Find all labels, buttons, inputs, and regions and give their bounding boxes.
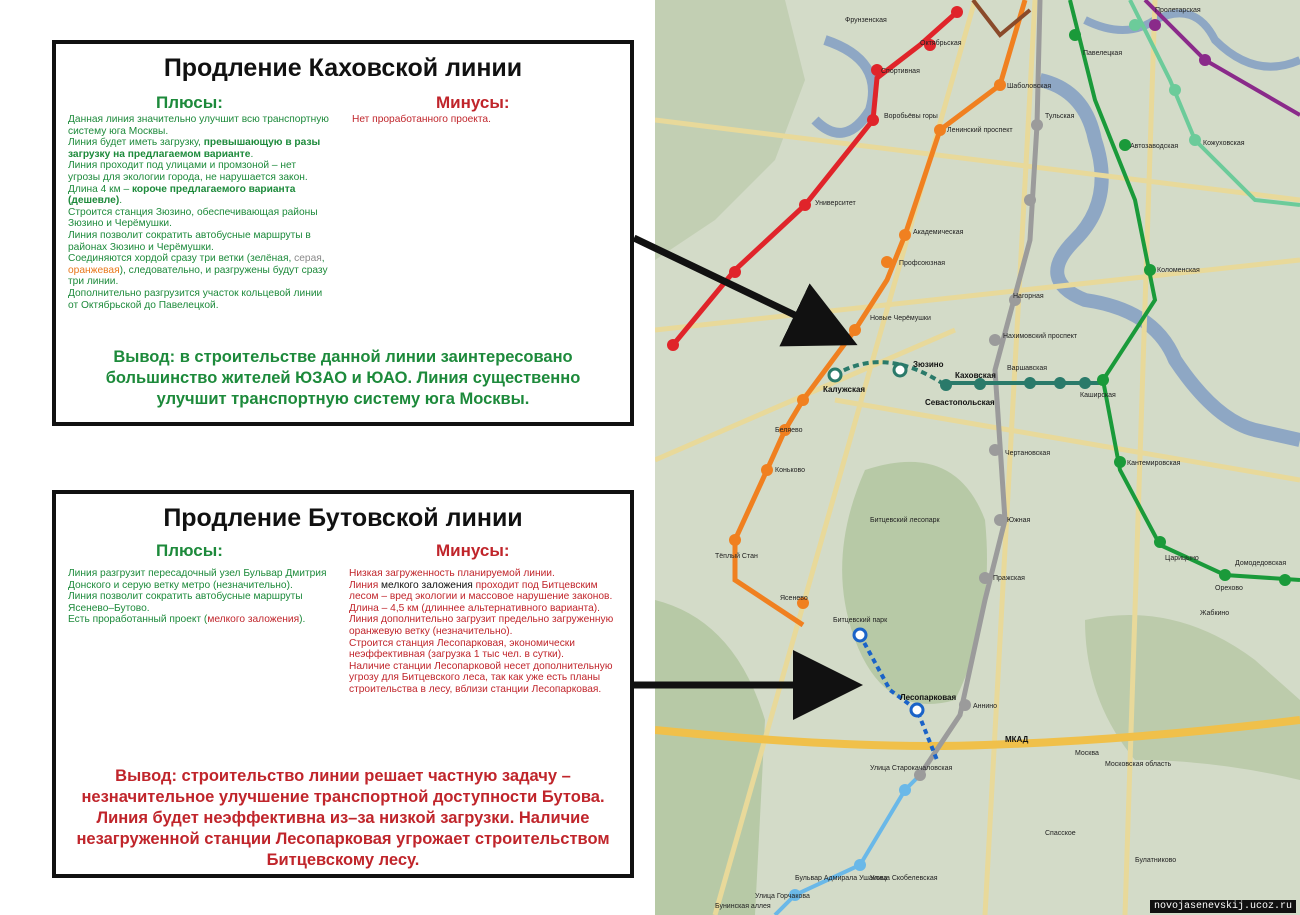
conclusion-text: Вывод: строительство линии решает частную задачу – незначительное улучшение транспортной доступности Бутова. Линия будет неэффективна из–за низкой загрузки. Наличие незагруженной станции Лесопарковая угрожает строительством Битцевскому лесу.: [76, 767, 610, 869]
plus-item: Линия позволит сократить автобусные маршруты Ясенево–Бутово.: [68, 591, 303, 614]
station-label: Коломенская: [1157, 267, 1200, 274]
minus-heading: Минусы:: [436, 541, 510, 560]
station-label: Ленинский проспект: [947, 127, 1013, 134]
plus-item: Есть проработанный проект (мелкого заложения).: [68, 614, 306, 626]
conclusion-text: Вывод: в строительстве данной линии заинтересовано большинство жителей ЮЗАО и ЮАО. Линия существенно улучшит транспортную систему юга Москвы.: [105, 348, 581, 408]
station-label: Кожуховская: [1203, 140, 1245, 147]
station-label: Тёплый Стан: [715, 553, 758, 560]
station-label: Каховская: [955, 371, 996, 380]
station-label: Шаболовская: [1007, 83, 1052, 90]
plus-item: Соединяются хордой сразу три ветки (зелёная, серая, оранжевая), следовательно, и разгружены будут сразу три линии.: [68, 253, 328, 288]
station-label: Зюзино: [913, 360, 944, 369]
minus-item: Нет проработанного проекта.: [352, 114, 491, 125]
station-label: Академическая: [913, 229, 964, 236]
map-label: Московская область: [1105, 761, 1172, 768]
station-label: Улица Скобелевская: [870, 875, 938, 882]
station-label: Кантемировская: [1127, 460, 1181, 467]
station-label: Улица Старокачаловская: [870, 765, 953, 772]
plus-item: Линия проходит под улицами и промзоной – нет угрозы для экологии города, не нарушается закон.: [68, 160, 308, 183]
station-label: Царицыно: [1165, 555, 1199, 562]
station-label: Каширская: [1080, 392, 1116, 399]
station-label: Коньково: [775, 467, 806, 474]
panel-title: Продление Бутовской линии: [163, 504, 523, 532]
plus-item: Данная линия значительно улучшит всю транспортную систему юга Москвы.: [68, 114, 329, 137]
station-label: Нахимовский проспект: [1003, 333, 1078, 340]
mkad-label: МКАД: [1005, 735, 1029, 744]
station-label: Чертановская: [1005, 450, 1051, 457]
station-label: Севастопольская: [925, 398, 995, 407]
minus-item: Длина – 4,5 км (длиннее альтернативного варианта).: [349, 602, 600, 614]
plus-heading: Плюсы:: [156, 93, 223, 112]
plus-item: Длина 4 км – короче предлагаемого варианта (дешевле).: [68, 183, 296, 207]
station-label: Лесопарковая: [900, 693, 957, 702]
station-label: Орехово: [1215, 585, 1243, 592]
station-label: Октябрьская: [920, 40, 962, 47]
plus-item: Линия позволит сократить автобусные маршруты в районах Зюзино и Черёмушки.: [68, 229, 311, 253]
minus-item: Линия мелкого заложения проходит под Битцевским лесом – вред экологии и массовое нарушение законов.: [349, 579, 613, 603]
station-label: Спортивная: [881, 68, 920, 75]
plus-item: Линия будет иметь загрузку, превышающую в разы загрузку на предлагаемом варианте.: [68, 137, 321, 160]
station-label: Аннино: [973, 703, 998, 710]
station-label: Фрунзенская: [845, 17, 887, 24]
plus-item: Строится станция Зюзино, обеспечивающая районы Зюзино и Черёмушки.: [68, 206, 318, 230]
map-label: Спасское: [1045, 830, 1076, 837]
arrow-kakhovskaya: [634, 238, 826, 330]
station-label: Университет: [815, 200, 856, 207]
station-label: Калужская: [823, 385, 866, 394]
station-label: Автозаводская: [1130, 143, 1179, 150]
minus-item: Строится станция Лесопарковая, экономически неэффективная (загрузка 1 тыс чел. в сутки).: [349, 637, 575, 661]
watermark: novojasenevskij.ucoz.ru: [1150, 900, 1296, 913]
map-label: Жабкино: [1200, 610, 1230, 617]
station-label: Улица Горчакова: [755, 893, 810, 900]
minus-item: Наличие станции Лесопарковой несет дополнительную угрозу для Битцевского леса, так как уже есть планы строительства в лесу, вблизи станции Лесопарковая.: [349, 660, 613, 695]
map-label: Москва: [1075, 750, 1099, 757]
station-label: Пролетарская: [1155, 7, 1201, 14]
station-label: Пражская: [993, 575, 1025, 582]
station-label: Профсоюзная: [899, 260, 946, 267]
station-label: Павелецкая: [1083, 50, 1123, 57]
plus-item: Линия разгрузит пересадочный узел Бульвар Дмитрия Донского и серую ветку метро (незначительно).: [68, 568, 327, 591]
station-label: Воробьёвы горы: [884, 113, 938, 120]
station-label: Ясенево: [780, 595, 808, 602]
station-label: Домодедовская: [1235, 560, 1287, 567]
map-label: Булатниково: [1135, 857, 1177, 864]
panel-title: Продление Каховской линии: [163, 54, 523, 82]
station-label: Новые Черёмушки: [870, 315, 931, 322]
station-label: Бунинская аллея: [715, 903, 771, 910]
station-label: Битцевский парк: [833, 617, 888, 624]
station-label: Бульвар Адмирала Ушакова: [795, 875, 888, 882]
plus-heading: Плюсы:: [156, 541, 223, 560]
station-label: Тульская: [1045, 113, 1075, 120]
minus-item: Линия дополнительно загрузит предельно загруженную оранжевую ветку (незначительно).: [349, 614, 614, 637]
map-label: Битцевский лесопарк: [870, 517, 940, 524]
station-label: Беляево: [775, 427, 803, 434]
station-label: Нагорная: [1013, 293, 1044, 300]
minus-item: Низкая загруженность планируемой линии.: [349, 568, 555, 579]
minus-heading: Минусы:: [436, 93, 510, 112]
station-label: Южная: [1007, 517, 1031, 524]
station-label: Варшавская: [1007, 365, 1048, 372]
plus-item: Дополнительно разгрузится участок кольцевой линии от Октябрьской до Павелецкой.: [68, 287, 323, 311]
